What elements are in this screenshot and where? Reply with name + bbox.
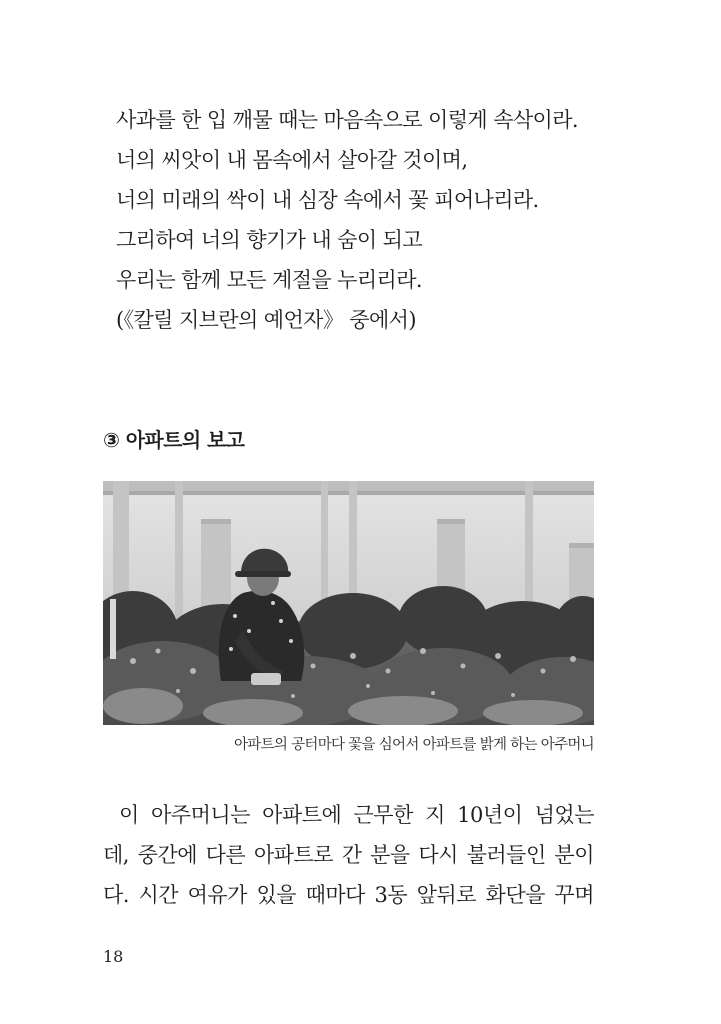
photo-caption: 아파트의 공터마다 꽃을 심어서 아파트를 밝게 하는 아주머니 — [233, 737, 594, 753]
body-line: 이 아주머니는 아파트에 근무한 지 10년이 넘었는 — [119, 803, 594, 827]
poem-line: 너의 씨앗이 내 몸속에서 살아갈 것이며, — [116, 148, 468, 172]
poem-line: 너의 미래의 싹이 내 심장 속에서 꽃 피어나리라. — [116, 188, 539, 212]
poem-line: 사과를 한 입 깨물 때는 마음속으로 이렇게 속삭이라. — [116, 108, 579, 132]
poem-quote — [116, 100, 578, 340]
poem-line: 우리는 함께 모든 계절을 누리리라. — [116, 268, 422, 292]
body-line: 다. 시간 여유가 있을 때마다 3동 앞뒤로 화단을 꾸며 — [103, 883, 594, 907]
body-line: 데, 중간에 다른 아파트로 간 분을 다시 불러들인 분이 — [103, 843, 594, 867]
garden-photo-illustration — [103, 481, 594, 725]
poem-line: 그리하여 너의 향기가 내 숨이 되고 — [116, 228, 422, 252]
section-heading: ③ 아파트의 보고 — [103, 428, 245, 452]
poem-source: (《칼릴 지브란의 예언자》 중에서) — [116, 308, 416, 332]
body-paragraph — [103, 795, 594, 915]
page-number: 18 — [103, 947, 124, 966]
garden-photo — [103, 481, 594, 725]
